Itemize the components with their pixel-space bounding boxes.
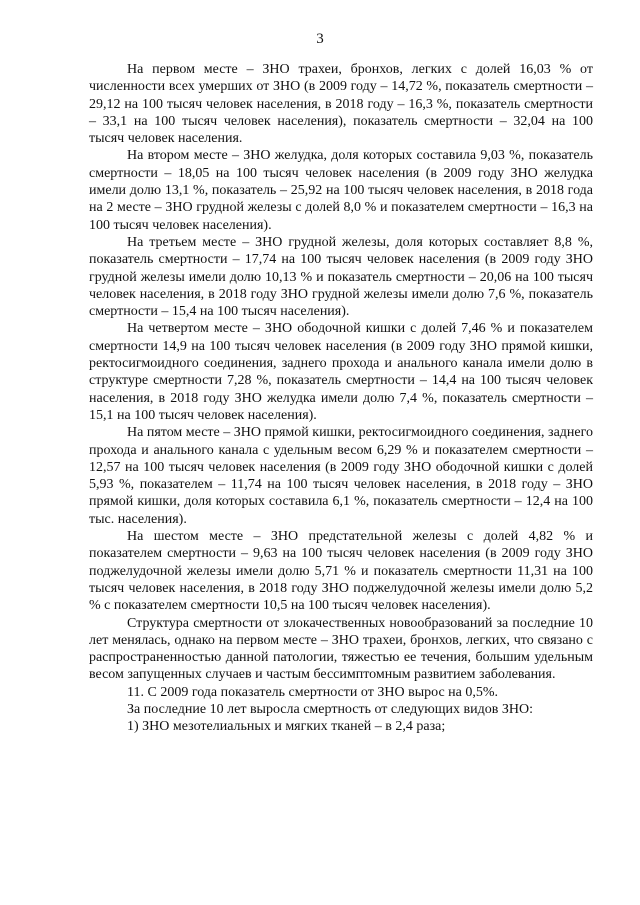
paragraph-item-11: 11. С 2009 года показатель смертности от ЗНО вырос на 0,5%. — [127, 684, 499, 700]
paragraph-fourth-place: На четвертом месте – ЗНО ободочной кишки с долей 7,46 % и показателем смертности 14,9 на 100 тысяч человек населения (в 2009 году ЗНО прямой кишки, ректосигмоидного соединения, заднего прохода и анального канала имели долю в структуре смертности 7,28 %, показатель смертности – 14,4 на 100 тысяч человек населения, в 2018 году ЗНО желудка имели долю 7,4 %, показатель смертности – 15,1 на 100 тысяч человек населения). — [89, 321, 593, 423]
paragraph-structure-summary: Структура смертности от злокачественных новообразований за последние 10 лет менялась, однако на первом месте – ЗНО трахеи, бронхов, легких, что связано с распространенностью данной патологии, тяжестью ее течения, большим удельным весом запущенных случаев и частым бессимптомным развитием заболевания. — [89, 615, 593, 683]
paragraph-list-intro: За последние 10 лет выросла смертность от следующих видов ЗНО: — [127, 701, 533, 717]
page-number: 3 — [316, 31, 324, 47]
paragraph-fifth-place: На пятом месте – ЗНО прямой кишки, ректосигмоидного соединения, заднего прохода и анального канала с удельным весом 6,29 % и показателем смертности – 12,57 на 100 тысяч человек населения (в 2009 году ЗНО ободочной кишки с долей 5,93 %, показателем – 11,74 на 100 тысяч человек населения, в 2018 году – ЗНО прямой кишки, доля которых составила 6,1 %, показатель смертности – 12,4 на 100 тыс. населения). — [89, 425, 593, 527]
document-body — [89, 61, 593, 736]
paragraph-third-place: На третьем месте – ЗНО грудной железы, доля которых составляет 8,8 %, показатель смертности – 17,74 на 100 тысяч человек населения (в 2009 году ЗНО грудной железы имели долю 10,13 % и показатель смертности – 20,06 на 100 тысяч человек населения, в 2018 году ЗНО грудной железы имели долю 7,6 %, показатель смертности – 15,4 на 100 тысяч населения). — [89, 234, 593, 320]
paragraph-sixth-place: На шестом месте – ЗНО предстательной железы с долей 4,82 % и показателем смертности – 9,63 на 100 тысяч человек населения (в 2009 году ЗНО поджелудочной железы имели долю 5,71 % и показатель смертности 11,31 на 100 тысяч человек населения, в 2018 году ЗНО поджелудочной железы имели долю 5,2 % с показателем смертности 10,5 на 100 тысяч человек населения). — [89, 529, 593, 614]
paragraph-second-place: На втором месте – ЗНО желудка, доля которых составила 9,03 %, показатель смертности – 18,05 на 100 тысяч человек населения (в 2009 году ЗНО желудка имели долю 13,1 %, показатель – 25,92 на 100 тысяч человек населения, в 2018 года на 2 месте – ЗНО грудной железы с долей 8,0 % и показателем смертности – 16,3 на 100 тысяч человек населения). — [89, 148, 593, 233]
list-item-1: 1) ЗНО мезотелиальных и мягких тканей – в 2,4 раза; — [127, 719, 446, 735]
paragraph-first-place: На первом месте – ЗНО трахеи, бронхов, легких с долей 16,03 % от численности всех умерших от ЗНО (в 2009 году – 14,72 %, показатель смертности – 29,12 на 100 тысяч человек населения, в 2018 году – 16,3 %, показатель смертности – 33,1 на 100 тысяч человек населения), показатель смертности – 32,04 на 100 тысяч человек населения. — [89, 62, 593, 147]
